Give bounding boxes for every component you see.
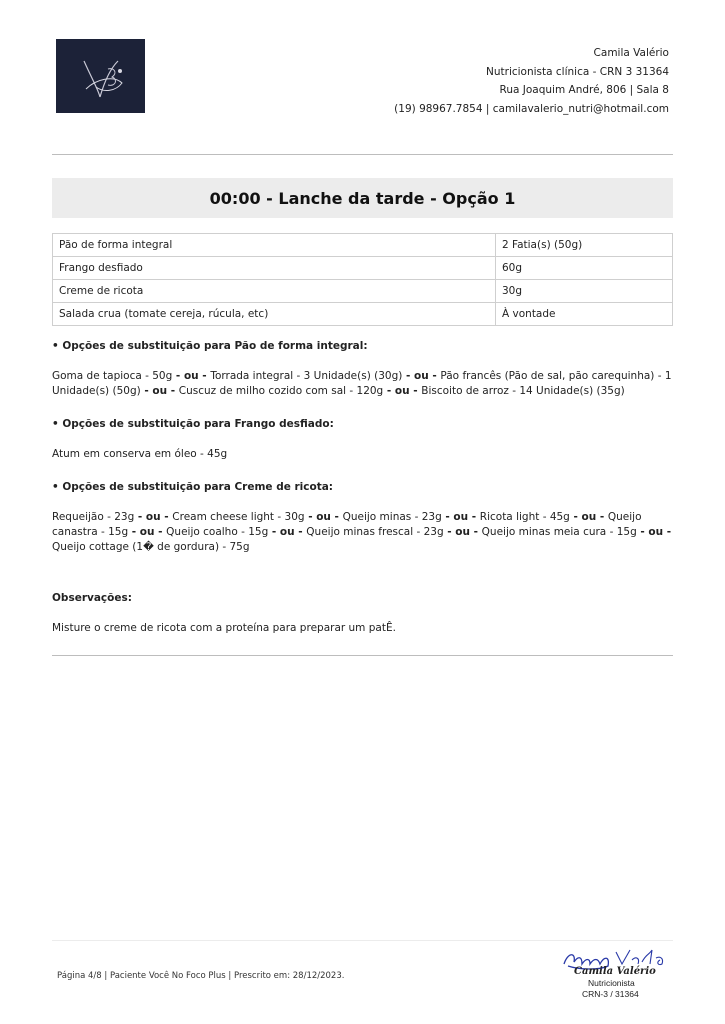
substitution-option: Ricota light - 45g [479,511,570,523]
food-quantity: 2 Fatia(s) (50g) [496,234,673,257]
option-separator: - ou - [383,385,422,397]
foods-table [52,233,673,326]
substitution-list [52,369,673,399]
signature [560,946,670,1006]
table-row [53,234,673,257]
observations-text: Misture o creme de ricota com a proteína para preparar um patÊ. [52,622,396,634]
substitution-option: Pão francês (Pão de sal, pão carequinha) - 1 Unidade(s) (50g) [52,370,672,397]
substitution-option: Requeijão - 23g [52,511,135,523]
substitution-heading: • Opções de substituição para Creme de ricota: [52,481,334,493]
content-divider [52,655,673,656]
food-quantity: 30g [496,280,673,303]
substitution-option: Queijo coalho - 15g [166,526,269,538]
substitution-option: Queijo minas meia cura - 15g [481,526,637,538]
header-divider [52,154,673,155]
substitution-option: Biscoito de arroz - 14 Unidade(s) (35g) [421,385,625,397]
footer-text: Página 4/8 | Paciente Você No Foco Plus | Prescrito em: 28/12/2023. [57,971,345,981]
option-separator: - ou - [268,526,307,538]
signature-name: Camila Valério [574,966,656,977]
food-item: Creme de ricota [53,280,496,303]
option-separator: - ou - [569,511,608,523]
substitution-list [52,447,673,462]
option-separator: - ou - [636,526,672,538]
food-item: Salada crua (tomate cereja, rúcula, etc) [53,303,496,326]
signature-crn: CRN-3 / 31364 [582,989,639,999]
option-separator: - ou - [140,385,179,397]
substitution-option: Queijo minas frescal - 23g [306,526,444,538]
substitution-option: Goma de tapioca - 50g [52,370,173,382]
meal-title: 00:00 - Lanche da tarde - Opção 1 [52,178,673,218]
contact-info: (19) 98967.7854 | camilavalerio_nutri@hotmail.com [394,102,669,115]
substitution-option: Queijo minas - 23g [342,511,442,523]
table-row [53,303,673,326]
substitution-option: Queijo canastra - 15g [52,511,642,538]
logo-monogram-icon [56,39,145,113]
logo [56,39,145,113]
header-info [394,44,669,118]
option-separator: - ou - [134,511,173,523]
substitution-list [52,510,673,555]
substitution-option: Queijo cottage (1� de gordura) - 75g [52,541,250,553]
observations-title: Observações: [52,592,132,604]
food-quantity: À vontade [496,303,673,326]
substitution-heading: • Opções de substituição para Frango desfiado: [52,418,334,430]
food-item: Frango desfiado [53,257,496,280]
substitution-option: Atum em conserva em óleo - 45g [52,448,228,460]
substitution-option: Cuscuz de milho cozido com sal - 120g [178,385,384,397]
office-address: Rua Joaquim André, 806 | Sala 8 [499,84,669,96]
food-item: Pão de forma integral [53,234,496,257]
option-separator: - ou - [128,526,167,538]
nutritionist-name: Camila Valério [593,47,669,59]
option-separator: - ou - [441,511,480,523]
option-separator: - ou - [443,526,482,538]
substitution-heading: • Opções de substituição para Pão de forma integral: [52,340,368,352]
option-separator: - ou - [402,370,441,382]
food-quantity: 60g [496,257,673,280]
footer-divider [52,940,673,941]
table-row [53,280,673,303]
signature-role: Nutricionista [588,978,635,988]
option-separator: - ou - [304,511,343,523]
substitution-option: Cream cheese light - 30g [172,511,305,523]
nutritionist-title: Nutricionista clínica - CRN 3 31364 [486,65,669,78]
substitutions-section [52,339,673,636]
substitution-option: Torrada integral - 3 Unidade(s) (30g) [210,370,403,382]
table-row [53,257,673,280]
option-separator: - ou - [172,370,211,382]
